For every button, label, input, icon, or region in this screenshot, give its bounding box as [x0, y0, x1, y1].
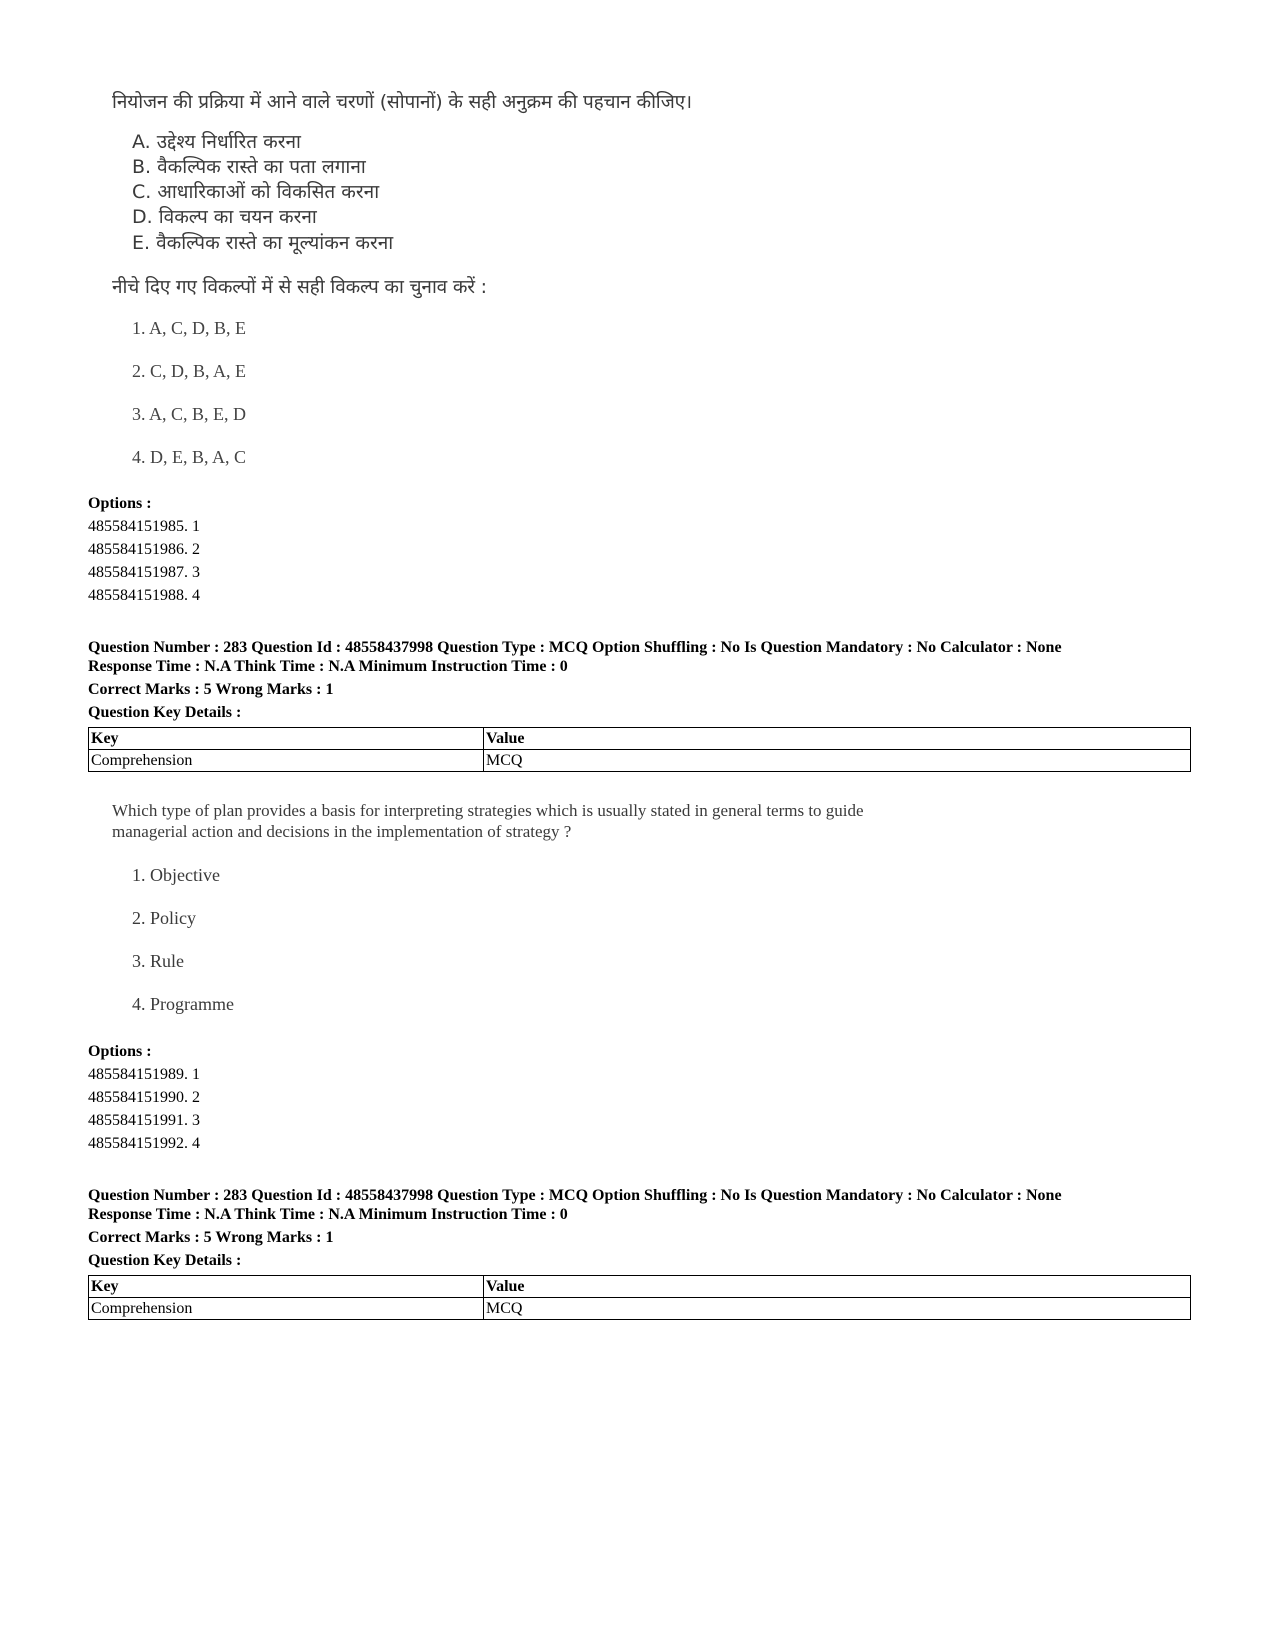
- option-id: 485584151990. 2: [88, 1089, 200, 1106]
- choice-3: 3. A, C, B, E, D: [132, 404, 247, 424]
- option-id: 485584151992. 4: [88, 1135, 200, 1152]
- choice-1: 1. Objective: [132, 865, 220, 885]
- question-meta-line2: Response Time : N.A Think Time : N.A Minimum Instruction Time : 0: [88, 1206, 568, 1223]
- statement-a: A. उद्देश्य निर्धारित करना: [132, 131, 301, 153]
- table-row: [89, 1298, 1191, 1320]
- marks-line: Correct Marks : 5 Wrong Marks : 1: [88, 1229, 334, 1246]
- question-meta-line2: Response Time : N.A Think Time : N.A Minimum Instruction Time : 0: [88, 658, 568, 675]
- table-header-row: [89, 1276, 1191, 1298]
- option-id: 485584151987. 3: [88, 564, 200, 581]
- question-instruction: नीचे दिए गए विकल्पों में से सही विकल्प का चुनाव करें :: [112, 276, 487, 298]
- key-details-label: Question Key Details :: [88, 1252, 242, 1269]
- table-cell-value: MCQ: [484, 750, 1191, 772]
- table-header-value: Value: [484, 728, 1191, 750]
- question-key-table: [88, 727, 1191, 772]
- choice-2: 2. Policy: [132, 908, 197, 928]
- key-details-label: Question Key Details :: [88, 704, 242, 721]
- table-header-key: Key: [89, 1276, 484, 1298]
- question-meta-line1: Question Number : 283 Question Id : 48558437998 Question Type : MCQ Option Shuffling : No Is Question Mandatory : No Calculator : None: [88, 639, 1062, 656]
- statement-e: E. वैकल्पिक रास्ते का मूल्यांकन करना: [132, 232, 394, 254]
- table-header-row: [89, 728, 1191, 750]
- statement-d: D. विकल्प का चयन करना: [132, 206, 317, 228]
- question-key-table: [88, 1275, 1191, 1320]
- statement-b: B. वैकल्पिक रास्ते का पता लगाना: [132, 156, 366, 178]
- table-cell-key: Comprehension: [89, 750, 484, 772]
- question-stem: नियोजन की प्रक्रिया में आने वाले चरणों (सोपानों) के सही अनुक्रम की पहचान कीजिए।: [112, 91, 692, 113]
- table-cell-value: MCQ: [484, 1298, 1191, 1320]
- option-id: 485584151991. 3: [88, 1112, 200, 1129]
- statement-c: C. आधारिकाओं को विकसित करना: [132, 181, 380, 203]
- marks-line: Correct Marks : 5 Wrong Marks : 1: [88, 681, 334, 698]
- option-id: 485584151986. 2: [88, 541, 200, 558]
- options-label: Options :: [88, 1043, 152, 1060]
- choice-2: 2. C, D, B, A, E: [132, 361, 247, 381]
- table-header-value: Value: [484, 1276, 1191, 1298]
- question-stem-line2: managerial action and decisions in the implementation of strategy ?: [112, 822, 572, 841]
- option-id: 485584151988. 4: [88, 587, 200, 604]
- options-label: Options :: [88, 495, 152, 512]
- choice-1: 1. A, C, D, B, E: [132, 318, 247, 338]
- choice-4: 4. D, E, B, A, C: [132, 447, 247, 467]
- question-stem-line1: Which type of plan provides a basis for interpreting strategies which is usually stated in general terms to guide: [112, 801, 864, 820]
- table-row: [89, 750, 1191, 772]
- choice-3: 3. Rule: [132, 951, 184, 971]
- choice-4: 4. Programme: [132, 994, 234, 1014]
- option-id: 485584151989. 1: [88, 1066, 200, 1083]
- table-cell-key: Comprehension: [89, 1298, 484, 1320]
- question-meta-line1: Question Number : 283 Question Id : 48558437998 Question Type : MCQ Option Shuffling : No Is Question Mandatory : No Calculator : None: [88, 1187, 1062, 1204]
- table-header-key: Key: [89, 728, 484, 750]
- option-id: 485584151985. 1: [88, 518, 200, 535]
